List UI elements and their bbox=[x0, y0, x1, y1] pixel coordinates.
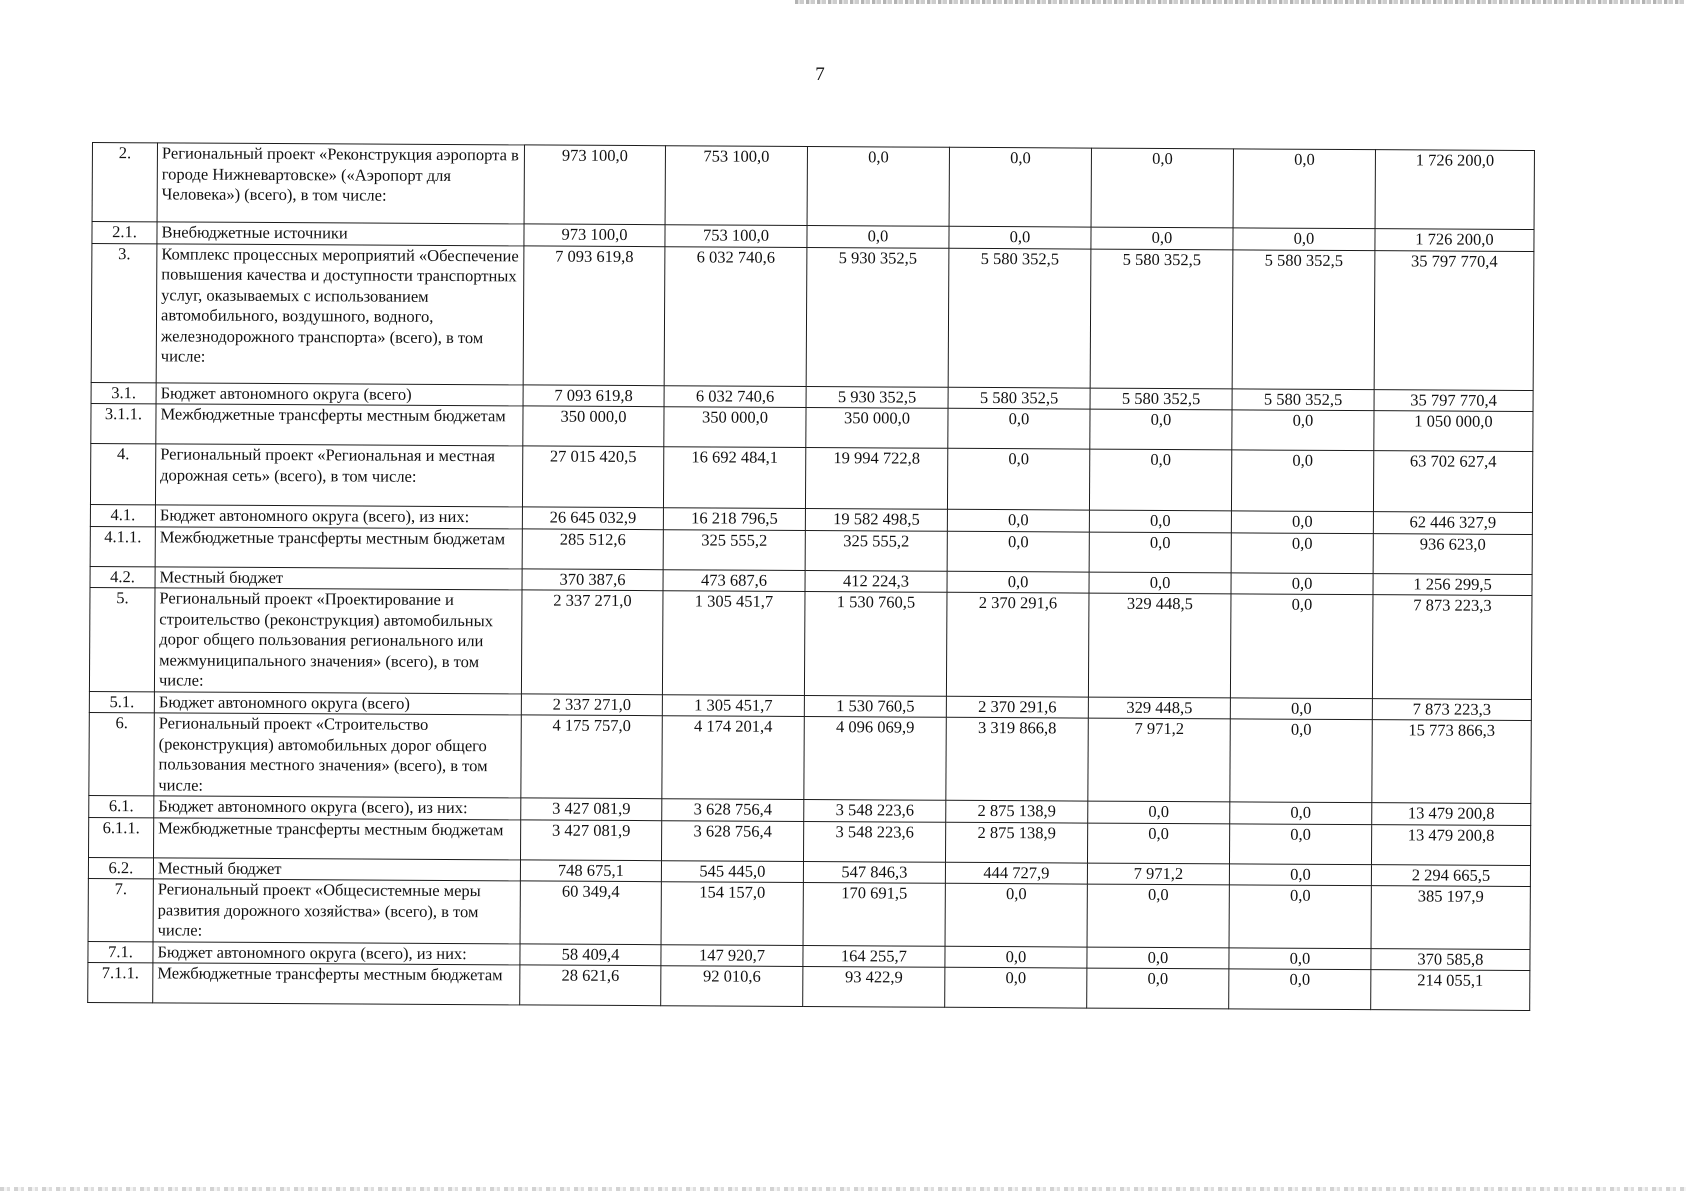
row-number-cell: 3.1. bbox=[91, 382, 156, 404]
amount-cell: 0,0 bbox=[1230, 802, 1372, 824]
total-cell: 13 479 200,8 bbox=[1371, 824, 1530, 865]
amount-cell: 0,0 bbox=[1088, 801, 1230, 823]
row-number-cell: 5.1. bbox=[89, 691, 154, 713]
total-cell: 35 797 770,4 bbox=[1374, 389, 1533, 411]
row-number-cell: 6.2. bbox=[88, 857, 153, 879]
amount-cell: 0,0 bbox=[807, 146, 949, 226]
amount-cell: 5 580 352,5 bbox=[1090, 388, 1232, 410]
total-cell: 13 479 200,8 bbox=[1372, 803, 1531, 825]
amount-cell: 545 445,0 bbox=[661, 860, 803, 882]
row-number-cell: 7. bbox=[88, 878, 153, 941]
total-cell: 2 294 665,5 bbox=[1371, 864, 1530, 886]
total-cell: 1 256 299,5 bbox=[1373, 573, 1532, 595]
row-name-cell: Региональный проект «Общесистемные меры развития дорожного хозяйства» (всего), в том числе: bbox=[153, 879, 520, 944]
amount-cell: 0,0 bbox=[1229, 947, 1371, 969]
amount-cell: 5 580 352,5 bbox=[1232, 388, 1374, 410]
total-cell: 936 623,0 bbox=[1373, 533, 1532, 574]
amount-cell: 1 305 451,7 bbox=[662, 694, 804, 716]
total-cell: 35 797 770,4 bbox=[1374, 250, 1534, 390]
amount-cell: 7 971,2 bbox=[1087, 863, 1229, 885]
amount-cell: 58 409,4 bbox=[520, 943, 661, 965]
amount-cell: 5 580 352,5 bbox=[1090, 249, 1233, 389]
amount-cell: 4 096 069,9 bbox=[804, 716, 946, 800]
amount-cell: 444 727,9 bbox=[945, 862, 1087, 884]
row-number-cell: 5. bbox=[89, 587, 155, 691]
row-name-cell: Бюджет автономного округа (всего), из них: bbox=[155, 505, 522, 529]
amount-cell: 0,0 bbox=[1231, 450, 1373, 512]
amount-cell: 0,0 bbox=[1231, 511, 1373, 533]
amount-cell: 27 015 420,5 bbox=[522, 446, 663, 508]
amount-cell: 350 000,0 bbox=[806, 407, 948, 448]
amount-cell: 285 512,6 bbox=[522, 528, 663, 569]
amount-cell: 0,0 bbox=[1231, 532, 1373, 573]
total-cell: 7 873 223,3 bbox=[1372, 595, 1532, 699]
amount-cell: 0,0 bbox=[1233, 149, 1375, 229]
amount-cell: 0,0 bbox=[949, 226, 1091, 248]
amount-cell: 0,0 bbox=[1229, 863, 1371, 885]
amount-cell: 19 582 498,5 bbox=[805, 508, 947, 530]
amount-cell: 2 337 271,0 bbox=[521, 693, 662, 715]
amount-cell: 973 100,0 bbox=[524, 224, 665, 246]
amount-cell: 1 305 451,7 bbox=[662, 591, 805, 695]
total-cell: 370 585,8 bbox=[1371, 948, 1530, 970]
amount-cell: 5 580 352,5 bbox=[948, 248, 1091, 388]
amount-cell: 2 875 138,9 bbox=[945, 822, 1087, 863]
amount-cell: 0,0 bbox=[1087, 884, 1229, 947]
amount-cell: 350 000,0 bbox=[664, 407, 806, 448]
amount-cell: 0,0 bbox=[947, 509, 1089, 531]
amount-cell: 0,0 bbox=[945, 883, 1087, 946]
amount-cell: 2 370 291,6 bbox=[946, 696, 1088, 718]
table-row bbox=[88, 878, 1530, 949]
total-cell: 63 702 627,4 bbox=[1373, 451, 1532, 513]
amount-cell: 5 930 352,5 bbox=[806, 386, 948, 408]
table-row bbox=[88, 962, 1530, 1010]
amount-cell: 0,0 bbox=[1233, 228, 1375, 250]
amount-cell: 4 174 201,4 bbox=[662, 716, 804, 800]
amount-cell: 2 370 291,6 bbox=[946, 592, 1089, 696]
amount-cell: 0,0 bbox=[1089, 449, 1231, 511]
amount-cell: 329 448,5 bbox=[1088, 697, 1230, 719]
row-number-cell: 6. bbox=[89, 712, 154, 795]
row-name-cell: Бюджет автономного округа (всего) bbox=[156, 382, 523, 406]
scan-edge-top bbox=[795, 0, 1686, 4]
amount-cell: 2 875 138,9 bbox=[946, 800, 1088, 822]
amount-cell: 0,0 bbox=[1089, 532, 1231, 573]
amount-cell: 3 427 081,9 bbox=[521, 798, 662, 820]
amount-cell: 3 548 223,6 bbox=[803, 821, 945, 862]
amount-cell: 0,0 bbox=[807, 225, 949, 247]
scan-edge-bottom bbox=[0, 1187, 1686, 1191]
amount-cell: 1 530 760,5 bbox=[804, 591, 947, 695]
amount-cell: 0,0 bbox=[1229, 823, 1371, 864]
amount-cell: 16 692 484,1 bbox=[663, 447, 805, 509]
row-number-cell: 4.2. bbox=[90, 566, 155, 588]
row-number-cell: 6.1. bbox=[89, 795, 154, 817]
table-row bbox=[89, 712, 1531, 803]
amount-cell: 547 846,3 bbox=[803, 861, 945, 883]
amount-cell: 7 971,2 bbox=[1088, 718, 1230, 802]
amount-cell: 0,0 bbox=[1229, 969, 1371, 1010]
row-name-cell: Местный бюджет bbox=[153, 857, 520, 881]
amount-cell: 0,0 bbox=[1087, 947, 1229, 969]
amount-cell: 325 555,2 bbox=[663, 529, 805, 570]
row-number-cell: 7.1. bbox=[88, 941, 153, 963]
amount-cell: 3 427 081,9 bbox=[520, 819, 661, 860]
amount-cell: 5 580 352,5 bbox=[1232, 249, 1375, 389]
amount-cell: 0,0 bbox=[1230, 697, 1372, 719]
amount-cell: 3 319 866,8 bbox=[946, 717, 1088, 801]
amount-cell: 16 218 796,5 bbox=[663, 508, 805, 530]
total-cell: 385 197,9 bbox=[1371, 886, 1530, 949]
amount-cell: 0,0 bbox=[1089, 572, 1231, 594]
row-name-cell: Местный бюджет bbox=[155, 566, 522, 590]
total-cell: 7 873 223,3 bbox=[1372, 698, 1531, 720]
row-name-cell: Бюджет автономного округа (всего) bbox=[154, 691, 521, 715]
amount-cell: 0,0 bbox=[945, 967, 1087, 1008]
amount-cell: 0,0 bbox=[948, 408, 1090, 449]
row-name-cell: Комплекс процессных мероприятий «Обеспечение повышения качества и доступности транспортных услуг, оказываемых с использованием автомобильного, воздушного, водного, железнодорожного транспорта» (всего), в том числе: bbox=[156, 243, 524, 384]
row-number-cell: 3.1.1. bbox=[91, 403, 156, 443]
amount-cell: 748 675,1 bbox=[520, 859, 661, 881]
row-name-cell: Региональный проект «Проектирование и строительство (реконструкция) автомобильных дорог общего пользования регионального или межмуниципального значения» (всего), в том числе: bbox=[154, 588, 522, 694]
amount-cell: 60 349,4 bbox=[520, 881, 661, 944]
row-number-cell: 4.1. bbox=[90, 504, 155, 526]
amount-cell: 164 255,7 bbox=[803, 945, 945, 967]
budget-table-body bbox=[88, 143, 1535, 1011]
amount-cell: 0,0 bbox=[947, 448, 1089, 510]
row-number-cell: 3. bbox=[91, 243, 157, 382]
total-cell: 1 726 200,0 bbox=[1375, 229, 1534, 251]
amount-cell: 0,0 bbox=[1091, 227, 1233, 249]
row-name-cell: Межбюджетные трансферты местным бюджетам bbox=[155, 526, 522, 568]
amount-cell: 154 157,0 bbox=[661, 882, 803, 945]
total-cell: 1 726 200,0 bbox=[1375, 150, 1534, 230]
amount-cell: 0,0 bbox=[1087, 823, 1229, 864]
amount-cell: 6 032 740,6 bbox=[664, 246, 807, 386]
amount-cell: 0,0 bbox=[1230, 719, 1372, 803]
budget-table bbox=[87, 142, 1535, 1011]
amount-cell: 0,0 bbox=[1091, 148, 1233, 228]
row-name-cell: Региональный проект «Реконструкция аэропорта в городе Нижневартовске» («Аэропорт для Человека») (всего), в том числе: bbox=[157, 143, 524, 224]
row-name-cell: Региональный проект «Строительство (реконструкция) автомобильных дорог общего пользования местного значения» (всего), в том числе: bbox=[154, 713, 521, 798]
budget-table-wrapper bbox=[87, 142, 1534, 1011]
table-row bbox=[90, 443, 1532, 512]
row-name-cell: Межбюджетные трансферты местным бюджетам bbox=[154, 817, 521, 859]
amount-cell: 0,0 bbox=[949, 147, 1091, 227]
row-number-cell: 4.1.1. bbox=[90, 526, 155, 566]
amount-cell: 3 548 223,6 bbox=[804, 799, 946, 821]
amount-cell: 0,0 bbox=[1089, 510, 1231, 532]
table-row bbox=[91, 243, 1534, 390]
amount-cell: 412 224,3 bbox=[805, 570, 947, 592]
amount-cell: 6 032 740,6 bbox=[664, 385, 806, 407]
amount-cell: 0,0 bbox=[1232, 410, 1374, 451]
row-name-cell: Региональный проект «Региональная и местная дорожная сеть» (всего), в том числе: bbox=[155, 444, 522, 507]
page-number: 7 bbox=[815, 64, 825, 85]
total-cell: 1 050 000,0 bbox=[1374, 411, 1533, 452]
row-number-cell: 2.1. bbox=[92, 222, 157, 244]
amount-cell: 3 628 756,4 bbox=[662, 799, 804, 821]
row-name-cell: Межбюджетные трансферты местным бюджетам bbox=[156, 404, 523, 446]
amount-cell: 3 628 756,4 bbox=[661, 820, 803, 861]
amount-cell: 4 175 757,0 bbox=[521, 715, 662, 799]
row-name-cell: Бюджет автономного округа (всего), из них: bbox=[153, 941, 520, 965]
amount-cell: 19 994 722,8 bbox=[805, 447, 947, 509]
amount-cell: 28 621,6 bbox=[520, 965, 661, 1006]
amount-cell: 93 422,9 bbox=[803, 966, 945, 1007]
amount-cell: 329 448,5 bbox=[1088, 593, 1231, 697]
amount-cell: 0,0 bbox=[947, 531, 1089, 572]
row-number-cell: 6.1.1. bbox=[89, 817, 154, 857]
amount-cell: 7 093 619,8 bbox=[523, 245, 665, 385]
amount-cell: 7 093 619,8 bbox=[523, 384, 664, 406]
amount-cell: 0,0 bbox=[1230, 594, 1373, 698]
amount-cell: 0,0 bbox=[1231, 572, 1373, 594]
amount-cell: 370 387,6 bbox=[522, 568, 663, 590]
total-cell: 62 446 327,9 bbox=[1373, 512, 1532, 534]
amount-cell: 170 691,5 bbox=[803, 882, 945, 945]
amount-cell: 92 010,6 bbox=[661, 966, 803, 1007]
amount-cell: 5 930 352,5 bbox=[806, 247, 949, 387]
amount-cell: 753 100,0 bbox=[665, 225, 807, 247]
amount-cell: 0,0 bbox=[1229, 885, 1371, 948]
amount-cell: 0,0 bbox=[1087, 968, 1229, 1009]
amount-cell: 473 687,6 bbox=[663, 569, 805, 591]
amount-cell: 1 530 760,5 bbox=[804, 695, 946, 717]
total-cell: 15 773 866,3 bbox=[1372, 720, 1531, 804]
amount-cell: 0,0 bbox=[945, 946, 1087, 968]
table-row bbox=[89, 587, 1532, 699]
row-number-cell: 2. bbox=[92, 143, 157, 222]
row-number-cell: 7.1.1. bbox=[88, 962, 153, 1002]
amount-cell: 26 645 032,9 bbox=[522, 507, 663, 529]
amount-cell: 753 100,0 bbox=[665, 146, 807, 226]
amount-cell: 147 920,7 bbox=[661, 944, 803, 966]
amount-cell: 325 555,2 bbox=[805, 530, 947, 571]
amount-cell: 350 000,0 bbox=[523, 406, 664, 447]
table-row bbox=[92, 143, 1534, 230]
row-number-cell: 4. bbox=[90, 443, 155, 504]
amount-cell: 2 337 271,0 bbox=[521, 590, 663, 694]
row-name-cell: Внебюджетные источники bbox=[157, 222, 524, 246]
amount-cell: 0,0 bbox=[1090, 409, 1232, 450]
row-name-cell: Бюджет автономного округа (всего), из них: bbox=[154, 796, 521, 820]
row-name-cell: Межбюджетные трансферты местным бюджетам bbox=[153, 963, 520, 1005]
amount-cell: 5 580 352,5 bbox=[948, 387, 1090, 409]
amount-cell: 973 100,0 bbox=[524, 145, 665, 225]
total-cell: 214 055,1 bbox=[1371, 970, 1530, 1011]
amount-cell: 0,0 bbox=[947, 571, 1089, 593]
